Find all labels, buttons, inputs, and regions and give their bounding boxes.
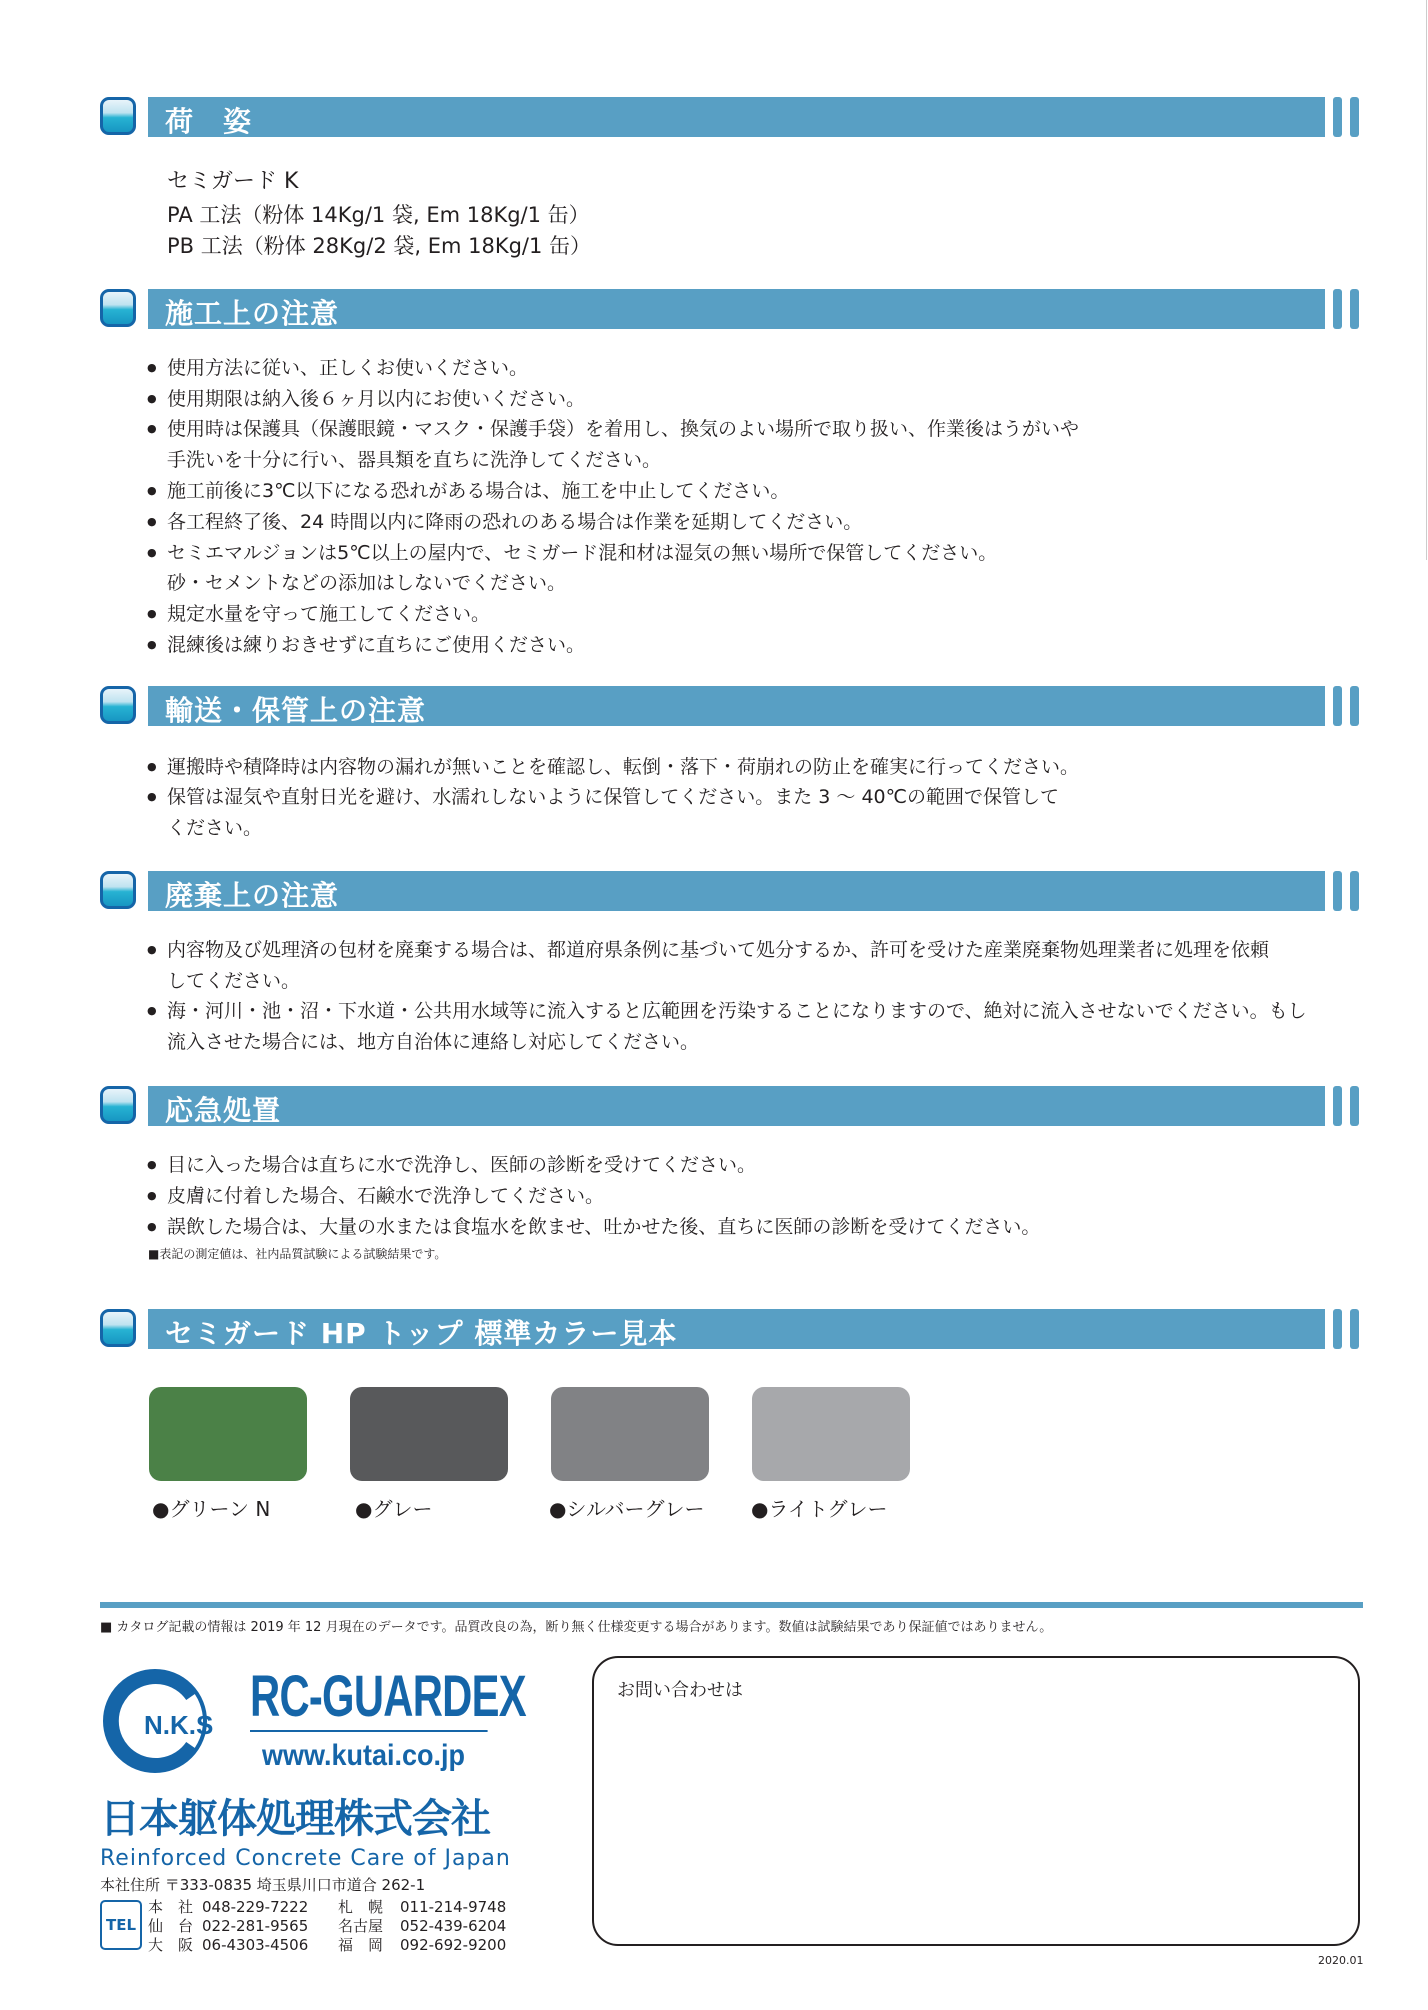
header-end-bar <box>1333 871 1342 911</box>
phone-number: 022-281-9565 <box>202 1917 309 1935</box>
website-link[interactable]: www.kutai.co.jp <box>262 1739 466 1772</box>
header-end-bar <box>1350 686 1359 726</box>
section-bar <box>148 871 1325 911</box>
list-item: ● 内容物及び処理済の包材を廃棄する場合は、都道府県条例に基づいて処分するか、許可を受けた産業廃棄物処理業者に処理を依頼 <box>167 938 1269 962</box>
list-item: ● 皮膚に付着した場合、石鹸水で洗浄してください。 <box>167 1184 604 1208</box>
footer-divider <box>100 1602 1363 1608</box>
section-title: 応急処置 <box>165 1094 282 1127</box>
list-item-continued: 砂・セメントなどの添加はしないでください。 <box>167 572 567 594</box>
section-title: 廃棄上の注意 <box>165 879 340 912</box>
contact-label: お問い合わせは <box>617 1680 743 1701</box>
section-bar <box>148 686 1325 726</box>
section-bullet-icon <box>100 1086 136 1124</box>
issue-date: 2020.01 <box>1318 1954 1364 1967</box>
nks-logo <box>100 1666 220 1776</box>
list-item: ● 運搬時や積降時は内容物の漏れが無いことを確認し、転倒・落下・荷崩れの防止を確実に行ってください。 <box>167 755 1079 779</box>
section-header-construction <box>100 289 1360 329</box>
office-name: 札 幌 <box>338 1898 384 1916</box>
header-end-bar <box>1333 1309 1342 1349</box>
section-bullet-icon <box>100 1309 136 1347</box>
section-header-colors <box>100 1309 1360 1349</box>
phone-number: 011-214-9748 <box>400 1898 507 1916</box>
header-end-bar <box>1350 289 1359 329</box>
product-name: セミガード K <box>167 169 299 194</box>
office-name: 大 阪 <box>148 1936 194 1954</box>
header-end-bar <box>1350 1086 1359 1126</box>
office-name: 仙 台 <box>148 1917 194 1935</box>
section-bar <box>148 1086 1325 1126</box>
color-swatch-light-gray <box>752 1387 910 1481</box>
swatch-label: ●グリーン N <box>152 1497 271 1521</box>
list-item: ● 使用方法に従い、正しくお使いください。 <box>167 356 528 380</box>
header-end-bar <box>1333 1086 1342 1126</box>
header-end-bar <box>1350 1309 1359 1349</box>
list-item: ● 使用期限は納入後６ヶ月以内にお使いください。 <box>167 387 585 411</box>
color-swatch-silver-gray <box>551 1387 709 1481</box>
page-edge <box>1426 0 1427 560</box>
contact-box <box>592 1656 1360 1946</box>
office-name: 本 社 <box>148 1898 194 1916</box>
section-bar <box>148 97 1325 137</box>
color-swatch-gray <box>350 1387 508 1481</box>
section-title: セミガード HP トップ 標準カラー見本 <box>165 1317 678 1350</box>
header-end-bar <box>1350 97 1359 137</box>
brand-logo: RC-GUARDEX <box>250 1664 488 1732</box>
tel-row <box>148 1936 506 1955</box>
color-swatch-green <box>149 1387 307 1481</box>
list-item: ● 海・河川・池・沼・下水道・公共用水域等に流入すると広範囲を汚染することになりますので、絶対に流入させないでください。もし <box>167 999 1307 1023</box>
list-item: ● 誤飲した場合は、大量の水または食塩水を飲ませ、吐かせた後、直ちに医師の診断を受けてください。 <box>167 1215 1040 1239</box>
tel-badge: TEL <box>100 1900 142 1950</box>
swatch-label: ●グレー <box>355 1497 433 1521</box>
list-item-continued: 手洗いを十分に行い、器具類を直ちに洗浄してください。 <box>167 449 662 471</box>
packing-line: PA 工法（粉体 14Kg/1 袋, Em 18Kg/1 缶） <box>167 203 590 227</box>
section-title: 輸送・保管上の注意 <box>165 694 427 727</box>
packing-line: PB 工法（粉体 28Kg/2 袋, Em 18Kg/1 缶） <box>167 234 592 258</box>
header-end-bar <box>1350 871 1359 911</box>
section-bullet-icon <box>100 97 136 135</box>
office-name: 福 岡 <box>338 1936 384 1954</box>
section-bar <box>148 1309 1325 1349</box>
company-name-en: Reinforced Concrete Care of Japan <box>100 1846 511 1871</box>
header-end-bar <box>1333 97 1342 137</box>
list-item: ● 施工前後に3℃以下になる恐れがある場合は、施工を中止してください。 <box>167 479 789 503</box>
list-item-continued: ください。 <box>167 817 263 839</box>
list-item-continued: 流入させた場合には、地方自治体に連絡し対応してください。 <box>167 1031 700 1053</box>
swatch-label: ●ライトグレー <box>751 1497 888 1521</box>
list-item: ● セミエマルジョンは5℃以上の屋内で、セミガード混和材は湿気の無い場所で保管してください。 <box>167 541 997 565</box>
section-bullet-icon <box>100 686 136 724</box>
disclaimer: ■ カタログ記載の情報は 2019 年 12 月現在のデータです。品質改良の為，断り無く仕様変更する場合があります。数値は試験結果であり保証値ではありません。 <box>100 1620 1053 1635</box>
phone-number: 092-692-9200 <box>400 1936 507 1954</box>
header-end-bar <box>1333 686 1342 726</box>
section-title: 荷 姿 <box>165 105 253 138</box>
section-header-disposal <box>100 871 1360 911</box>
list-item: ● 規定水量を守って施工してください。 <box>167 602 490 626</box>
address: 本社住所 〒333-0835 埼玉県川口市道合 262-1 <box>100 1876 426 1894</box>
list-item: ● 目に入った場合は直ちに水で洗浄し、医師の診断を受けてください。 <box>167 1153 756 1177</box>
tel-row <box>148 1898 506 1917</box>
header-end-bar <box>1333 289 1342 329</box>
phone-number: 048-229-7222 <box>202 1898 309 1916</box>
logo-mark-text: N.K.S <box>144 1710 214 1740</box>
section-bar <box>148 289 1325 329</box>
section-header-packing <box>100 97 1360 137</box>
section-bullet-icon <box>100 871 136 909</box>
company-name: 日本躯体処理株式会社 <box>100 1796 490 1842</box>
list-item-continued: してください。 <box>167 970 301 992</box>
measurement-note: ■表記の測定値は、社内品質試験による試験結果です。 <box>148 1247 447 1261</box>
phone-number: 052-439-6204 <box>400 1917 507 1935</box>
phone-number: 06-4303-4506 <box>202 1936 309 1954</box>
section-header-transport <box>100 686 1360 726</box>
section-header-firstaid <box>100 1086 1360 1126</box>
list-item: ● 各工程終了後、24 時間以内に降雨の恐れのある場合は作業を延期してください。 <box>167 510 862 534</box>
section-bullet-icon <box>100 289 136 327</box>
section-title: 施工上の注意 <box>165 297 340 330</box>
list-item: ● 使用時は保護具（保護眼鏡・マスク・保護手袋）を着用し、換気のよい場所で取り扱い、作業後はうがいや <box>167 417 1079 441</box>
list-item: ● 保管は湿気や直射日光を避け、水濡れしないように保管してください。また 3 ～ 40℃の範囲で保管して <box>167 785 1059 809</box>
swatch-label: ●シルバーグレー <box>549 1497 705 1521</box>
tel-table <box>148 1898 506 1955</box>
office-name: 名古屋 <box>338 1917 384 1935</box>
list-item: ● 混練後は練りおきせずに直ちにご使用ください。 <box>167 633 585 657</box>
tel-row <box>148 1917 506 1936</box>
